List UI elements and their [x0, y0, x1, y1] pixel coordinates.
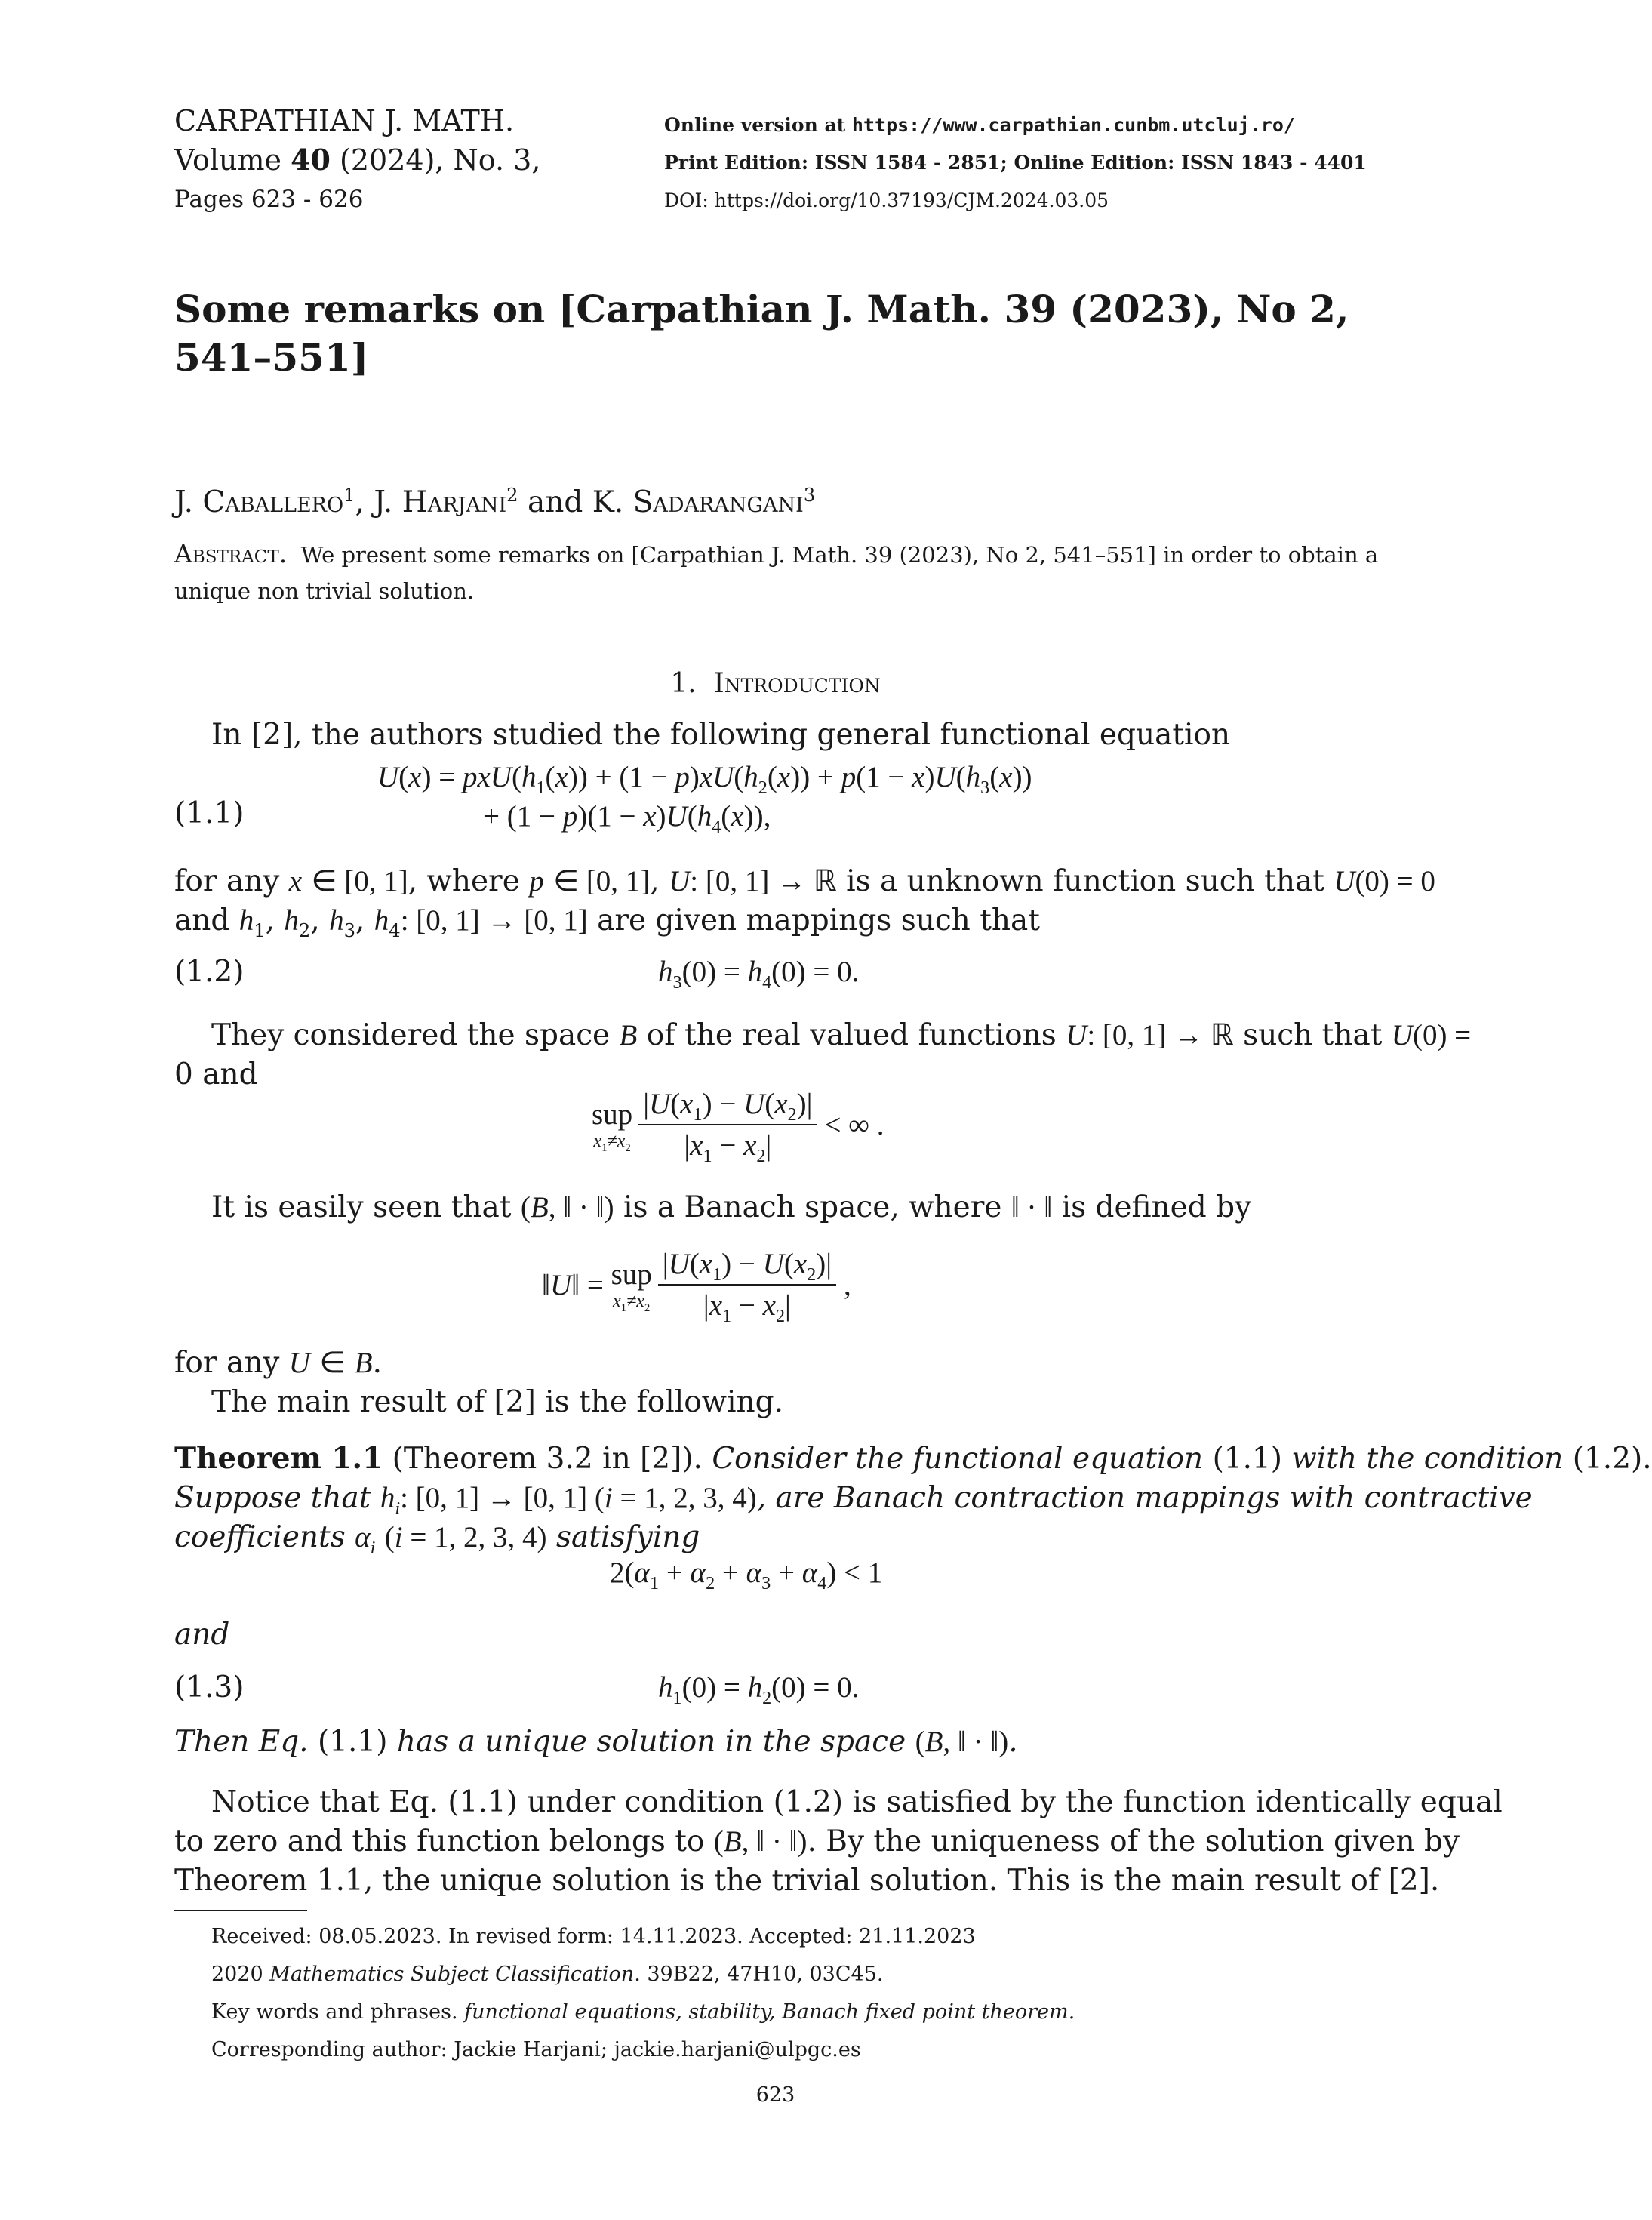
- footnote-keywords: functional equations, stability, Banach fixed point theorem.: [464, 2000, 1075, 2024]
- section-title: Introduction: [713, 668, 881, 699]
- author-and: and: [518, 485, 592, 519]
- text-given-mappings: are given mappings such that: [587, 904, 1040, 938]
- doi-line[interactable]: DOI: https://doi.org/10.37193/CJM.2024.03.05: [664, 189, 1109, 211]
- abstract-line-2: unique non trivial solution.: [174, 578, 475, 604]
- text-unknown-function: is a unknown function such that: [836, 864, 1334, 898]
- title-line-2: 541–551]: [174, 335, 369, 380]
- eq-1-1: $U(x) = pxU(h_1(x)) + (1 - p)xU(h_2(x)) + p(1 - x)U(h_3(x))$ + $(1 - p)(1 - x)U(h_4(x))$,: [377, 761, 1032, 837]
- author-3-affil: 3: [803, 485, 816, 506]
- intro-paragraph: In [2], the authors studied the following general functional equation: [211, 718, 1231, 752]
- footnote-msc-codes: . 39B22, 47H10, 03C45.: [634, 1963, 884, 1986]
- text-such-that: such that: [1233, 1018, 1392, 1052]
- footnote-msc-year: 2020: [211, 1963, 270, 1986]
- thm-text-satisfying: satisfying: [546, 1520, 700, 1554]
- text-and: and: [174, 904, 239, 938]
- eq-1-2-label: (1.2): [174, 955, 245, 989]
- author-1: J. Caballero: [174, 485, 344, 519]
- sup-condition: sup $x_1\ne x_2$ $\frac{|U(x_1) - U(x_2)|}{|x_1 - x_2|}$ < ∞ .: [592, 1088, 884, 1166]
- theorem-label: Theorem 1.1: [174, 1441, 383, 1476]
- abstract-line-1: We present some remarks on [Carpathian J. Math. 39 (2023), No 2, 541–551] in order to obtain a: [300, 542, 1379, 568]
- text-for-any: for any: [174, 864, 289, 898]
- volume-number: 40: [291, 143, 331, 177]
- norm-definition: ‖U‖ = sup $x_1\ne x_2$ $\frac{|U(x_1) - U(x_2)|}{|x_1 - x_2|}$ ,: [542, 1248, 851, 1326]
- abstract: [174, 536, 1397, 609]
- footnote-received: Received: 08.05.2023. In revised form: 14.11.2023. Accepted: 21.11.2023: [211, 1925, 976, 1948]
- paper-title: [174, 285, 1349, 382]
- text-banach-space: is a Banach space, where: [614, 1190, 1011, 1224]
- footnote-corresponding[interactable]: Corresponding author: Jackie Harjani; jackie.harjani@ulpgc.es: [211, 2038, 861, 2061]
- text-for-any-u: for any: [174, 1346, 289, 1380]
- abstract-label: Abstract.: [174, 539, 288, 568]
- notice-paragraph: Notice that Eq. (1.1) under condition (1.2) is satisfied by the function identically equal to zero and this function belongs to (B, ‖ · ‖). By the uniqueness of the solution given by Theorem 1.1, the unique solution is the trivial solution. This is the main result of [2].: [174, 1783, 1503, 1901]
- author-2: J. Harjani: [374, 485, 507, 519]
- then-ref: (1.1): [317, 1725, 388, 1759]
- title-line-1: Some remarks on [Carpathian J. Math. 39 (2023), No 2,: [174, 287, 1349, 331]
- main-result-intro: The main result of [2] is the following.: [211, 1385, 784, 1419]
- thm-text-coefficients: coefficients: [174, 1520, 355, 1554]
- thm-ref-eq12: (1.2).: [1572, 1442, 1652, 1476]
- thm-conclusion: Then Eq. (1.1) has a unique solution in the space (B, ‖ · ‖).: [174, 1725, 1018, 1759]
- thm-ref-eq11: (1.1): [1212, 1442, 1283, 1476]
- eq-1-2: $h_3(0) = h_4(0) = 0$.: [658, 956, 860, 993]
- notice-line-2b: . By the uniqueness of the solution given by: [807, 1824, 1460, 1858]
- thm-text-suppose: Suppose that: [174, 1481, 380, 1515]
- journal-name: CARPATHIAN J. MATH.: [174, 104, 515, 137]
- author-3: K. Sadarangani: [592, 485, 804, 519]
- for-any-u: for any U ∈ B.: [174, 1346, 382, 1380]
- text-where: , where: [408, 864, 530, 898]
- notice-line-1: Notice that Eq. (1.1) under condition (1.2) is satisfied by the function identically equal: [211, 1785, 1503, 1819]
- section-number: 1.: [670, 668, 697, 699]
- thm-text-banach: , are Banach contraction mappings with contractive: [756, 1481, 1533, 1515]
- footnote-msc-label: Mathematics Subject Classification: [269, 1963, 635, 1986]
- thm-text-2: with the condition: [1282, 1442, 1573, 1476]
- online-label: Online version at: [664, 114, 852, 136]
- space-paragraph: They considered the space B of the real valued functions U: [0, 1] → ℝ such that U(0) = 0 and: [174, 1016, 1471, 1095]
- online-version: [664, 110, 1295, 140]
- author-2-affil: 2: [506, 485, 518, 506]
- alpha-inequality: $2(\alpha_1 + \alpha_2 + \alpha_3 + \alpha_4) < 1$: [610, 1556, 883, 1593]
- journal-pages: Pages 623 - 626: [174, 186, 364, 213]
- footnote-kw-label: Key words and phrases.: [211, 2000, 465, 2024]
- text-real-valued: of the real valued functions: [637, 1018, 1066, 1052]
- volume-suffix: (2024), No. 3,: [330, 143, 541, 177]
- author-1-affil: 1: [343, 485, 355, 506]
- volume-prefix: Volume: [174, 143, 291, 177]
- text-easily-seen: It is easily seen that: [211, 1190, 521, 1224]
- banach-paragraph: It is easily seen that (B, ‖ · ‖) is a Banach space, where ‖ · ‖ is defined by: [211, 1190, 1252, 1224]
- eq-1-3: $h_1(0) = h_2(0) = 0$.: [658, 1671, 860, 1708]
- notice-line-3: Theorem 1.1, the unique solution is the trivial solution. This is the main result of [2].: [174, 1864, 1440, 1898]
- section-heading: [0, 664, 1551, 704]
- thm-and: and: [174, 1618, 230, 1652]
- theorem-1-1: Theorem 1.1 (Theorem 3.2 in [2]). Consider the functional equation (1.1) with the condition (1.2). Suppose that $h_i$: [0, 1] → [0, 1] (i = 1, 2, 3, 4), are Banach contraction mappings with contractive coefficients $\alpha_i$ (i = 1, 2, 3, 4) satisfying: [174, 1441, 1652, 1558]
- text-defined-by: is defined by: [1052, 1190, 1252, 1224]
- then-text: has a unique solution in the space: [387, 1725, 915, 1759]
- authors: [174, 483, 815, 522]
- author-sep: ,: [355, 485, 374, 519]
- issn-line: Print Edition: ISSN 1584 - 2851; Online Edition: ISSN 1843 - 4401: [664, 152, 1367, 174]
- theorem-ref: (Theorem 3.2 in [2]).: [383, 1442, 703, 1476]
- online-url[interactable]: https://www.carpathian.cunbm.utcluj.ro/: [851, 114, 1295, 136]
- page-number: 623: [755, 2083, 795, 2107]
- text-zero-and: 0 and: [174, 1058, 258, 1092]
- eq-1-3-label: (1.3): [174, 1670, 245, 1704]
- text-considered: They considered the space: [211, 1018, 620, 1052]
- notice-line-2a: to zero and this function belongs to: [174, 1824, 714, 1858]
- footnotes: [211, 1918, 1075, 2069]
- footnote-divider: [174, 1910, 307, 1911]
- eq-1-1-label: (1.1): [174, 796, 245, 830]
- journal-volume: [174, 140, 540, 180]
- domain-paragraph: for any x ∈ [0, 1], where p ∈ [0, 1], U: [0, 1] → ℝ is a unknown function such that U(0) = 0 and $h_1$, $h_2$, $h_3$, $h_4$: [0, 1] → [0, 1] are given mappings such that: [174, 864, 1435, 941]
- then-eq: Then Eq.: [174, 1725, 318, 1759]
- thm-text-1: Consider the functional equation: [712, 1442, 1213, 1476]
